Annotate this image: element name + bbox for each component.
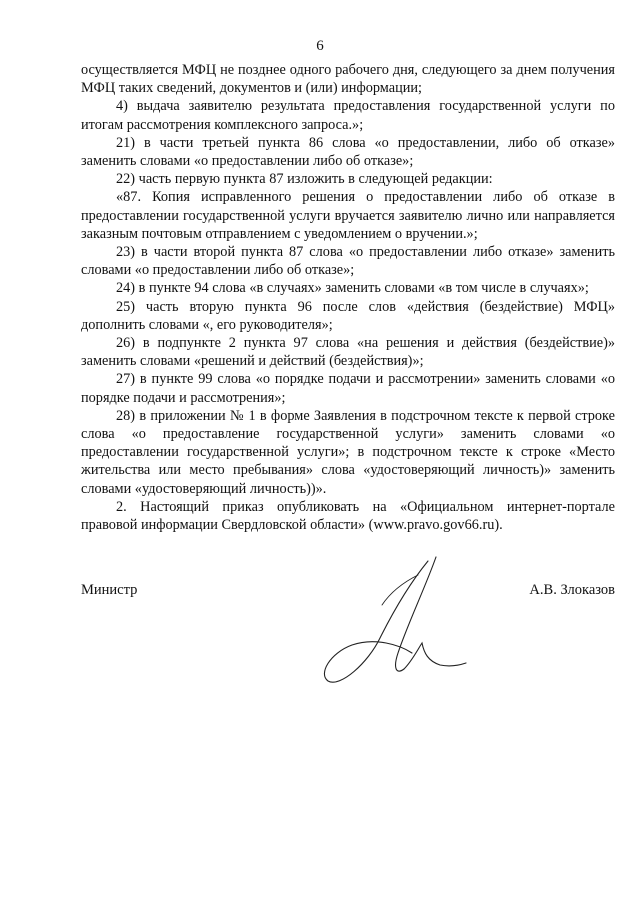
paragraph: 21) в части третьей пункта 86 слова «о предоставлении, либо об отказе» заменить словами «о предоставлении либо об отказе»; [81,134,615,170]
paragraph: 4) выдача заявителю результата предоставления государственной услуги по итогам рассмотрения комплексного запроса.»; [81,98,615,133]
paragraph: 23) в части второй пункта 87 слова «о предоставлении либо отказе» заменить словами «о предоставлении либо об отказе»; [81,244,615,279]
signer-name: А.В. Злоказов [529,582,615,598]
paragraph: 26) в подпункте 2 пункта 97 слова «на решения и действия (бездействие)» заменить словами «решений и действий (бездействия)»; [81,335,615,370]
handwritten-signature [300,553,470,703]
signer-title: Министр [81,582,138,598]
paragraph: 2. Настоящий приказ опубликовать на «Официальном интернет-портале правовой информации Свердловской области» (www.pravo.gov66.ru). [81,498,615,534]
paragraph: 22) часть первую пункта 87 изложить в следующей редакции: [116,171,493,188]
paragraph: 28) в приложении № 1 в форме Заявления в подстрочном тексте к первой строке слова «о предоставление государственной услуги» заменить словами «о предоставлении государственной услуги»; в подстрочном тексте к строке «Место жительства или место пребывания» слова «удостоверяющий личность)» заменить словами «удостоверяющий личность))». [81,407,615,497]
paragraph: 24) в пункте 94 слова «в случаях» заменить словами «в том числе в случаях»; [116,280,589,297]
paragraph: «87. Копия исправленного решения о предоставлении либо об отказе в предоставлении государственной услуги вручается заявителю лично или направляется заказным почтовым отправлением с уведомлением о вручении.»; [81,189,615,242]
paragraph: 27) в пункте 99 слова «о порядке подачи и рассмотрении» заменить словами «о порядке подачи и рассмотрения»; [81,371,615,406]
page-number: 6 [316,38,324,54]
paragraph: 25) часть вторую пункта 96 после слов «действия (бездействие) МФЦ» дополнить словами «, его руководителя»; [81,298,615,333]
paragraph: осуществляется МФЦ не позднее одного рабочего дня, следующего за днем получения МФЦ таких сведений, документов и (или) информации; [81,62,615,97]
document-body [81,61,615,534]
